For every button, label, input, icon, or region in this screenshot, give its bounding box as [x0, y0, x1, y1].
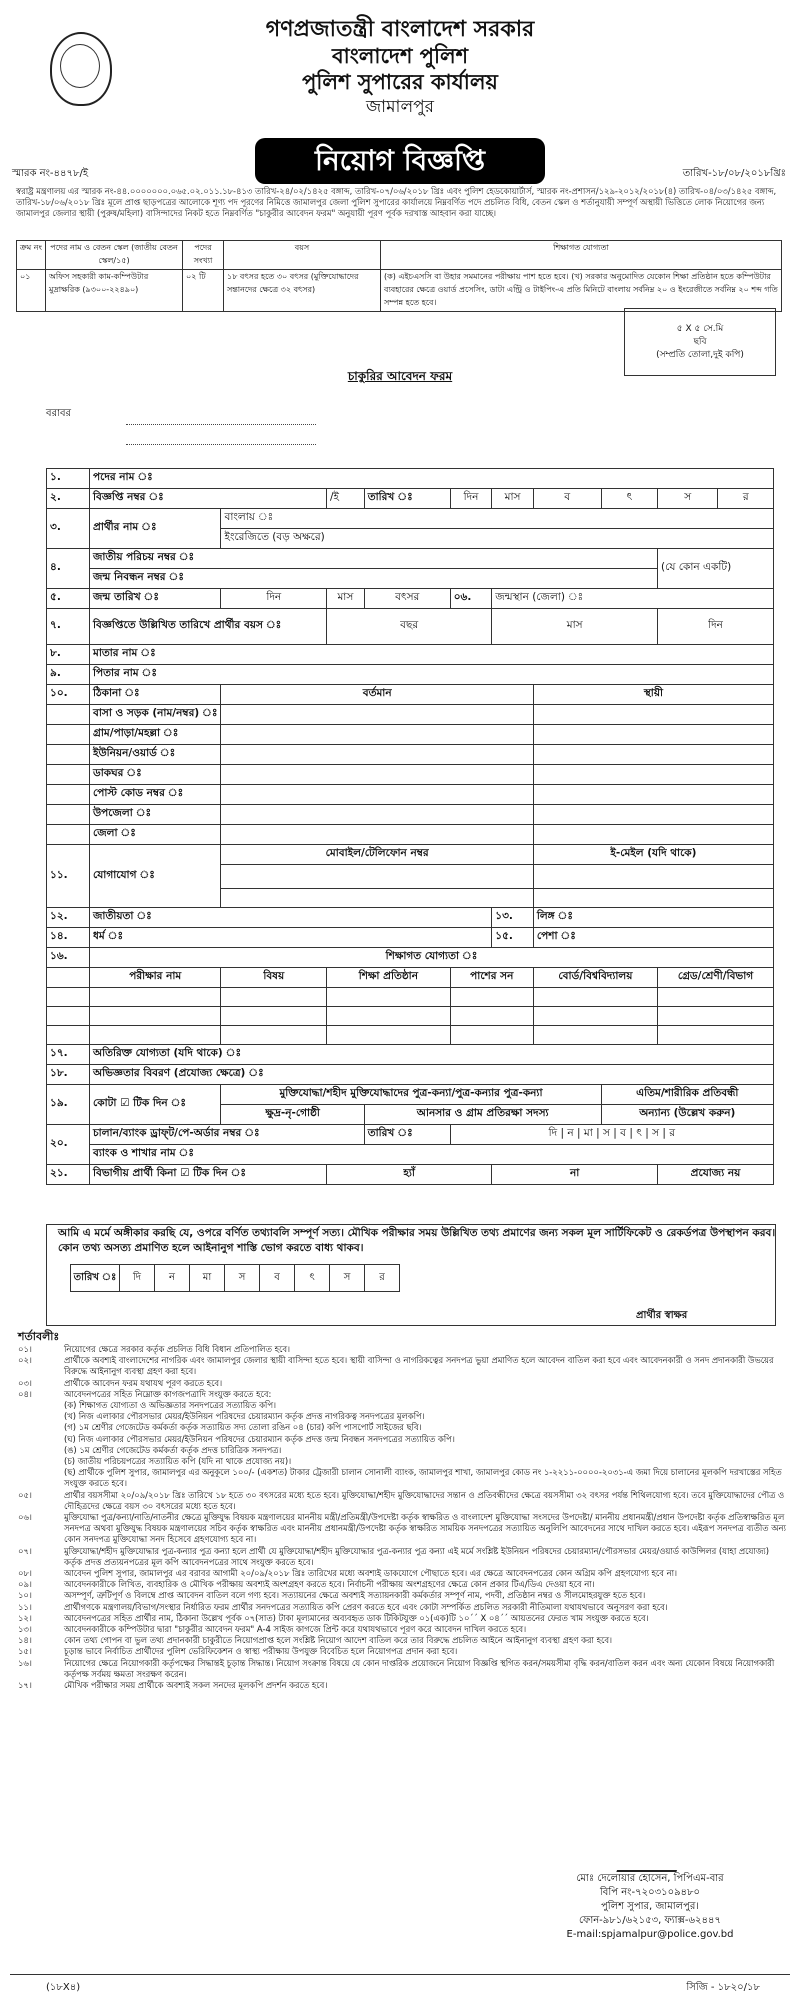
present-input[interactable] — [221, 765, 533, 785]
contact-label: যোগাযোগ ঃ — [90, 845, 221, 908]
edu-col: শিক্ষা প্রতিষ্ঠান — [327, 968, 451, 988]
edu-cell[interactable] — [90, 988, 221, 1007]
term-item — [18, 1434, 788, 1445]
edu-cell[interactable] — [327, 1026, 451, 1045]
terms-list — [18, 1344, 788, 1691]
term-item — [18, 1568, 788, 1579]
birth-reg-field[interactable]: জন্ম নিবন্ধন নম্বর ঃ — [90, 569, 658, 589]
any-one-note: (যে কোন একটি) — [658, 549, 774, 589]
term-text: প্রার্থীকে আবেদন ফরম যথাযথ পূরণ করতে হবে। — [64, 1377, 223, 1388]
address-line[interactable] — [126, 424, 316, 425]
term-item — [18, 1635, 788, 1646]
row-number: ১. — [47, 469, 90, 489]
term-item — [18, 1467, 788, 1489]
edu-cell[interactable] — [221, 1007, 327, 1026]
term-number — [18, 1422, 64, 1433]
declaration-date — [70, 1264, 400, 1292]
term-text: আবেদন পুলিশ সুপার, জামালপুর এর বরাবর আগামী ২০/০৯/২০১৮ খ্রিঃ তারিখের মধ্যে অবশ্যই ডাকযোগে পৌছাতে হবে। এর ক্ষেত্রে আবেদনপত্রের কোন অগ্রিম কপি গ্রহণযোগ্য হবে না। — [64, 1568, 678, 1579]
term-text: আবেদনকারীকে কম্পিউটার দ্বারা "চাকুরীর আবেদন ফরম" A-4 সাইজ কাগজে প্রিন্ট করে যথাযথভাবে পূরণ করে আবেদন দাখিল করতে হবে। — [64, 1624, 527, 1635]
date-cell: স — [603, 1127, 610, 1139]
row-number: ২০. — [47, 1125, 90, 1165]
date-cell: স — [652, 1127, 660, 1139]
term-text: আবেদনপত্রের সহিত নিম্নোক্ত কাগজপত্রাদি সংযুক্ত করতে হবে: — [64, 1388, 272, 1399]
term-number — [18, 1445, 64, 1456]
term-text: নিয়োগের ক্ষেত্রে নিয়োগকারী কর্তৃপক্ষের সিদ্ধান্তই চূড়ান্ত সিদ্ধান্ত। নিয়োগ সংক্রান্ত বিষয়ে যে কোন দাপ্তরিক প্রয়োজনে নিয়োগ বিজ্ঞপ্তি স্থগিত করন/সময়সীমা বৃদ্ধি করন/বাতিল করন এবং অন্য যেকোন বিষয়ে নিয়োগকারী কর্তৃপক্ষ সর্বময় ক্ষমতা সংরক্ষণ করেন। — [64, 1657, 775, 1679]
email-input[interactable] — [533, 889, 773, 908]
term-number: ১২। — [18, 1612, 32, 1623]
day-cell[interactable]: দিন — [450, 489, 492, 509]
present-input[interactable] — [221, 745, 533, 765]
vacancy-header-row — [17, 241, 782, 270]
term-number: ০২। — [18, 1355, 32, 1366]
nationality-field[interactable]: জাতীয়তা ঃ — [90, 908, 492, 928]
year-cell[interactable]: র — [718, 489, 774, 509]
permanent-input[interactable] — [533, 725, 773, 745]
address-row-label: ইউনিয়ন/ওয়ার্ড ঃ — [90, 745, 221, 765]
term-item — [18, 1546, 788, 1568]
application-form — [46, 468, 774, 1185]
edu-col: বিষয় — [221, 968, 327, 988]
vac-cell: (ক) এইচএসসি বা উহার সমমানের পরীক্ষায় পাশ হতে হবে। (খ) সরকার অনুমোদিত যেকোন শিক্ষা প্রতিষ্ঠান হতে কম্পিউটার ব্যবহারের ক্ষেত্রে ওয়ার্ড প্রসেসিং, ডাটা এন্ট্রি ও টাইপিং-এ প্রতি মিনিটে বাংলায় সর্বনিম্ন ২০ ও ইংরেজীতে সর্বনিম্ন ২০ শব্দ গতি সম্পন্ন হতে হবে। — [381, 270, 782, 312]
term-number: ০৪। — [18, 1388, 32, 1399]
row-number: ৩. — [47, 509, 90, 549]
edu-cell[interactable] — [450, 1026, 533, 1045]
term-number: ০৫। — [18, 1489, 32, 1500]
row-number: ২. — [47, 489, 90, 509]
address-row-label: উপজেলা ঃ — [90, 805, 221, 825]
term-number — [18, 1467, 64, 1489]
date-cell[interactable]: ব — [260, 1265, 295, 1292]
post-name-field[interactable]: পদের নাম ঃ — [90, 469, 774, 489]
edu-col: গ্রেড/শ্রেণী/বিভাগ — [658, 968, 774, 988]
term-item — [18, 1680, 788, 1691]
row-number: ১৩. — [492, 908, 534, 928]
term-number: ০৯। — [18, 1579, 32, 1590]
row-number: ১৬. — [47, 948, 90, 968]
permanent-input[interactable] — [533, 745, 773, 765]
term-text: প্রার্থীগণকে মন্ত্রণালয়/বিভাগ/সংস্থার নির্ধারিত ফরম প্রার্থীর সনদপত্রের সত্যায়িত কপি প্রেরণ করতে হবে এবং কোটা সম্পর্কিত প্রচলিত সরকারী নীতিমালা যথাযথভাবে অনুসরণ করা হবে। — [64, 1601, 668, 1612]
row-number: ৮. — [47, 645, 90, 665]
present-input[interactable] — [221, 825, 533, 845]
year-cell[interactable]: স — [658, 489, 718, 509]
row-number: ০৬. — [450, 589, 492, 609]
header — [10, 8, 790, 138]
term-number: ১৬। — [18, 1657, 32, 1668]
edu-cell[interactable] — [450, 988, 533, 1007]
signatory-name: মোঃ দেলোয়ার হোসেন, পিপিএম-বার — [576, 1873, 724, 1884]
term-item — [18, 1658, 788, 1680]
mobile-input[interactable] — [221, 865, 533, 889]
term-number: ১৪। — [18, 1635, 32, 1646]
extra-qualification-field[interactable]: অতিরিক্ত যোগ্যতা (যদি থাকে) ঃ — [90, 1045, 774, 1065]
circular-number-field[interactable]: বিজ্ঞপ্তি নম্বর ঃ — [90, 489, 327, 509]
address-line[interactable] — [126, 444, 316, 445]
address-row-label: ডাকঘর ঃ — [90, 765, 221, 785]
dob-day[interactable]: দিন — [221, 589, 327, 609]
term-text: (ছ) প্রার্থীকে পুলিশ সুপার, জামালপুর এর অনুকূলে ১০০/- (একশত) টাকার ট্রেজারী চালান সোনালী ব্যাংক, জামালপুর শাখা, জামালপুর কোড নং ১-২২১১-০০০০-২০৩১-এ জমা দিয়ে চালানের মূলকপি দরখাস্তের সহিত সংযুক্ত করতে হবে। — [64, 1467, 782, 1489]
terms-title: শর্তাবলীঃ — [18, 1330, 60, 1343]
term-item — [18, 1456, 788, 1467]
experience-field[interactable]: অভিজ্ঞতার বিবরণ (প্রযোজ্য ক্ষেত্রে) ঃ — [90, 1065, 774, 1085]
challan-field[interactable]: চালান/ব্যাংক ড্রাফ্‌ট/পে-অর্ডার নম্বর ঃ — [90, 1125, 365, 1145]
date-cell: ৎ — [636, 1127, 642, 1139]
edu-col: পরীক্ষার নাম — [90, 968, 221, 988]
term-number: ১৩। — [18, 1624, 32, 1635]
challan-date-label: তারিখ ঃ — [364, 1125, 450, 1145]
term-number: ১০। — [18, 1590, 32, 1601]
page — [10, 8, 790, 1992]
term-number: ০৩। — [18, 1377, 32, 1388]
term-text: মৌখিক পরীক্ষার সময় প্রার্থীকে অবশ্যই সকল সনদের মূলকপি প্রদর্শন করতে হবে। — [64, 1680, 328, 1691]
quota-label: কোটা ☑ টিক দিন ঃ — [90, 1085, 221, 1125]
term-text: চূড়ান্ত ভাবে নির্বাচিত প্রার্থীদের পুলিশ ভেরিফিকেশন ও স্বাস্থ্য পরীক্ষায় উপযুক্ত বিবেচিত হলে নিয়োগপত্র প্রদান করা হবে। — [64, 1646, 458, 1657]
term-number: ১৫। — [18, 1646, 32, 1657]
signatory-email: E-mail:spjamalpur@police.gov.bd — [566, 1929, 734, 1940]
bank-branch-field[interactable]: ব্যাংক ও শাখার নাম ঃ — [90, 1145, 774, 1165]
present-input[interactable] — [221, 725, 533, 745]
date-cell: ব — [620, 1127, 627, 1139]
date-cell[interactable]: স — [330, 1265, 365, 1292]
term-item — [18, 1579, 788, 1590]
term-number — [18, 1411, 64, 1422]
dob-year[interactable]: বৎসর — [364, 589, 450, 609]
term-number: ০৬। — [18, 1512, 32, 1523]
date-cell[interactable]: ন — [155, 1265, 190, 1292]
term-text: মুক্তিযোদ্ধা পুত্র/কন্যা/নাতি/নাতনীর ক্ষেত্রে মুক্তিযুদ্ধ বিষয়ক মন্ত্রণালয়ের মাননীয় মন্ত্রী/প্রতিমন্ত্রী/উপদেষ্টা কর্তৃক স্বাক্ষরিত ও বাংলাদেশ মুক্তিযোদ্ধা সংসদের উপদেষ্টা/ মাননীয় প্রধানমন্ত্রী/প্রধান উপদেষ্টা কর্তৃক প্রতিস্বাক্ষরিত মূল সনদপত্র অথবা মুক্তিযুদ্ধ বিষয়ক মন্ত্রণালয়ের সচিব কর্তৃক স্বাক্ষরিত এবং মাননীয় প্রধানমন্ত্রী/উপদেষ্টা কর্তৃক স্বাক্ষরিত সাময়িক সনদপত্রের সত্যায়িত অনুলিপি আবেদনের সাথে দাখিল করতে হবে। এইরূপ সনদপত্র ব্যতীত অন্য কোন সনদপত্র মুক্তিযোদ্ধা সনদ হিসেবে গ্রহণযোগ্য হবে না। — [64, 1512, 786, 1545]
date-cell: দি — [548, 1127, 558, 1139]
month-cell[interactable]: মাস — [492, 489, 534, 509]
date-cell[interactable]: মা — [190, 1265, 225, 1292]
edu-cell[interactable] — [90, 1026, 221, 1045]
vac-col: ক্রম নং — [17, 241, 46, 270]
row-number: ১৫. — [492, 928, 534, 948]
term-item — [18, 1411, 788, 1422]
option-na[interactable]: প্রযোজ্য নয় — [658, 1165, 774, 1185]
present-input[interactable] — [221, 805, 533, 825]
row-number: ৪. — [47, 549, 90, 589]
edu-cell[interactable] — [658, 988, 774, 1007]
edu-cell[interactable] — [533, 1026, 657, 1045]
edu-cell[interactable] — [533, 988, 657, 1007]
name-english-field[interactable]: ইংরেজিতে (বড় অক্ষরে) — [221, 529, 774, 549]
gender-field[interactable]: লিঙ্গ ঃ — [533, 908, 773, 928]
term-number — [18, 1456, 64, 1467]
applicant-signature-label: প্রার্থীর স্বাক্ষর — [636, 1310, 688, 1321]
present-address-header: বর্তমান — [221, 685, 533, 705]
term-item — [18, 1445, 788, 1456]
departmental-label: বিভাগীয় প্রার্থী কিনা ☑ টিক দিন ঃ — [90, 1165, 327, 1185]
term-text: অসম্পূর্ণ, ত্রুটিপূর্ণ ও বিলম্বে প্রাপ্ত আবেদন বাতিল বলে গণ্য হবে। সত্যায়নের ক্ষেত্রে অবশ্যই সত্যায়নকারী কর্মকর্তার সম্পূর্ণ নাম, পদবী, প্রতিষ্ঠান নম্বর ও সীলমোহরযুক্ত হতে হবে। — [64, 1590, 646, 1601]
form-title: চাকুরির আবেদন ফরম — [347, 369, 453, 383]
term-text: (গ) ১ম শ্রেণীর গেজেটেড কর্মকর্তা কর্তৃক সত্যায়িত সদ্য তোলা রঙিন ০৪ (চার) কপি পাসপোর্ট সাইজের ছবি। — [64, 1422, 422, 1433]
vac-cell: অফিস সহকারী কাম-কম্পিউটার মুদ্রাক্ষরিক (৯৩০০-২২৪৯০) — [46, 270, 183, 312]
vac-col: শিক্ষাগত যোগ্যতা — [381, 241, 782, 270]
notice-date: তারিখ-১৮/০৮/২০১৮খ্রিঃ — [682, 168, 786, 179]
edu-cell[interactable] — [533, 1007, 657, 1026]
permanent-input[interactable] — [533, 825, 773, 845]
term-number — [18, 1434, 64, 1445]
term-text: প্রার্থীর বয়সসীমা ২০/০৯/২০১৮ খ্রিঃ তারিখে ১৮ হতে ৩০ বৎসরের মধ্যে হতে হবে। মুক্তিযোদ্ধা/শহীদ মুক্তিযোদ্ধাদের সন্তান ও প্রতিবন্ধীদের ক্ষেত্রে বয়সসীমা ৩২ বৎসর পর্যন্ত শিথিলযোগ্য হবে। তবে মুক্তিযোদ্ধাদের পৌত্র ও দৌহিত্রদের ক্ষেত্রে বয়স ৩০ বৎসরের মধ্যে হতে হবে। — [64, 1489, 785, 1511]
address-row-label: গ্রাম/পাড়া/মহল্লা ঃ — [90, 725, 221, 745]
term-item — [18, 1602, 788, 1613]
row-number: ১০. — [47, 685, 90, 705]
term-number — [18, 1400, 64, 1411]
vacancy-row — [17, 270, 782, 312]
term-item — [18, 1624, 788, 1635]
email-input[interactable] — [533, 865, 773, 889]
term-text: (ঙ) ১ম শ্রেণীর গেজেটেড কর্মকর্তা কর্তৃক প্রদত্ত চারিত্রিক সনদপত্র। — [64, 1444, 282, 1455]
row-number: ১৮. — [47, 1065, 90, 1085]
memo-number: স্মারক নং-৪৪৭৮/ই — [12, 168, 89, 179]
circular-date-label: তারিখ ঃ — [364, 489, 450, 509]
vac-col: পদের নাম ও বেতন স্কেল (জাতীয় বেতন স্কেল/১৫) — [46, 241, 183, 270]
row-number: ১৯. — [47, 1085, 90, 1125]
date-cell: র — [669, 1127, 676, 1139]
option-yes[interactable]: হ্যাঁ — [327, 1165, 492, 1185]
term-item — [18, 1512, 788, 1546]
mother-name-field[interactable]: মাতার নাম ঃ — [90, 645, 774, 665]
row-number: ২১. — [47, 1165, 90, 1185]
year-cell[interactable]: ব — [533, 489, 601, 509]
quota-other[interactable]: অন্যান্য (উল্লেখ করুন) — [601, 1105, 773, 1125]
religion-field[interactable]: ধর্ম ঃ — [90, 928, 492, 948]
footer-size: (১৮X৪) — [46, 1982, 81, 1993]
dob-label: জন্ম তারিখ ঃ — [90, 589, 221, 609]
edu-col: পাশের সন — [450, 968, 533, 988]
email-header: ই-মেইল (যদি থাকে) — [533, 845, 773, 865]
row-number: ৭. — [47, 609, 90, 645]
age-years[interactable]: বছর — [327, 609, 492, 645]
vac-col: পদের সংখ্যা — [183, 241, 224, 270]
row-number: ১২. — [47, 908, 90, 928]
district-title: জামালপুর — [365, 97, 435, 117]
term-text: নিয়োগের ক্ষেত্রে সরকার কর্তৃক প্রচলিত বিধি বিধান প্রতিপালিত হবে। — [64, 1344, 291, 1354]
term-number: ১১। — [18, 1601, 32, 1612]
mobile-header: মোবাইল/টেলিফোন নম্বর — [221, 845, 533, 865]
footer-divider — [10, 1974, 790, 1975]
row-number: ১৪. — [47, 928, 90, 948]
vac-col: বয়স — [224, 241, 381, 270]
term-text: আবেদনপত্রের সহিত প্রার্থীর নাম, ঠিকানা উল্লেখ পূর্বক ০৭(সাত) টাকা মূল্যমানের অব্যবহৃত ডাক টিকিটযুক্ত ০১(এক)টি ১০´´ X ০৪´´ আয়তনের ফেরত খাম সংযুক্ত করতে হবে। — [64, 1612, 649, 1623]
term-item — [18, 1400, 788, 1411]
term-number: ০১। — [18, 1344, 32, 1354]
challan-date-cells[interactable]: দি | ন | মা | স | ব | ৎ | স | র — [450, 1125, 773, 1145]
applicant-name-label: প্রার্থীর নাম ঃ — [90, 509, 221, 549]
birthplace-field[interactable]: জন্মস্থান (জেলা) ঃ — [492, 589, 774, 609]
edu-cell[interactable] — [327, 988, 451, 1007]
term-number: ০৮। — [18, 1568, 32, 1579]
edu-col: বোর্ড/বিশ্ববিদ্যালয় — [533, 968, 657, 988]
address-row-label: জেলা ঃ — [90, 825, 221, 845]
decl-date-label: তারিখ ঃ — [71, 1265, 120, 1292]
age-label: বিজ্ঞপ্তিতে উল্লিখিত তারিখে প্রার্থীর বয়স ঃ — [90, 609, 327, 645]
vac-cell: ১৮ বৎসর হতে ৩০ বৎসর (মুক্তিযোদ্ধাদের সন্তানদের ক্ষেত্রে ৩২ বৎসর) — [224, 270, 381, 312]
edu-cell[interactable] — [90, 1007, 221, 1026]
term-item — [18, 1590, 788, 1601]
footer-code: সিজি - ১৮২০/১৮ — [686, 1982, 760, 1993]
row-number: ৫. — [47, 589, 90, 609]
term-text: আবেদনকারীকে লিখিত, ব্যবহারিক ও মৌখিক পরীক্ষায় অবশ্যই অংশগ্রহণ করতে হবে। নির্বাচনী পরীক্ষায় অংশগ্রহণের ক্ষেত্রে কোন প্রকার টিএ/ডিএ দেওয়া হবে না। — [64, 1579, 595, 1590]
term-item — [18, 1490, 788, 1512]
year-cell[interactable]: ৎ — [601, 489, 658, 509]
term-item — [18, 1389, 788, 1400]
term-text: (খ) নিজ এলাকার পৌরসভার মেয়র/ইউনিয়ন পরিষদের চেয়ারম্যান কর্তৃক প্রদত্ত নাগরিকত্ব সনদপত্রের মূলকপি। — [64, 1411, 425, 1422]
permanent-input[interactable] — [533, 765, 773, 785]
term-text: কোন তথ্য গোপন বা ভুল তথ্য প্রদানকারী চাকুরীতে নিয়োগপ্রাপ্ত হলে সংশ্লিষ্ট নিয়োগ আদেশ বাতিল করে তার বিরুদ্ধে প্রচলিত আইনে আইনানুগ ব্যবস্থা গ্রহণ করা হবে। — [64, 1635, 613, 1646]
signatory-phone: ফোন-৯৮১/৬২১৫৩, ফ্যাক্স-৬২৪৪৭ — [578, 1915, 722, 1926]
quota-ansar[interactable]: আনসার ও গ্রাম প্রতিরক্ষা সদস্য — [364, 1105, 601, 1125]
photo-label: ছবি — [693, 337, 707, 347]
name-bangla-field[interactable]: বাংলায় ঃ — [221, 509, 774, 529]
term-text: (চ) জাতীয় পরিচয়পত্রের সত্যায়িত কপি (যদি না থাকে প্রযোজ্য নয়)। — [64, 1456, 292, 1467]
present-input[interactable] — [221, 705, 533, 725]
row-number: ১৭. — [47, 1045, 90, 1065]
term-item — [18, 1646, 788, 1657]
signatory-title: পুলিশ সুপার, জামালপুর। — [601, 1901, 699, 1912]
notice-banner: নিয়োগ বিজ্ঞপ্তি — [255, 138, 545, 184]
circular-suffix: /ই — [327, 489, 365, 509]
edu-cell[interactable] — [221, 988, 327, 1007]
age-days[interactable]: দিন — [658, 609, 774, 645]
vacancy-table — [16, 240, 782, 312]
date-cell[interactable]: স — [225, 1265, 260, 1292]
date-cell[interactable]: ৎ — [295, 1265, 330, 1292]
age-months[interactable]: মাস — [492, 609, 658, 645]
edu-cell[interactable] — [658, 1007, 774, 1026]
quota-orphan-disabled[interactable]: এতিম/শারীরিক প্রতিবন্ধী — [601, 1085, 773, 1105]
term-item — [18, 1378, 788, 1389]
declaration-text: আমি এ মর্মে অঙ্গীকার করছি যে, ওপরে বর্ণিত তথ্যাবলি সম্পূর্ণ সত্য। মৌখিক পরীক্ষার সময় উল্লিখিত তথ্য প্রমাণের জন্য সকল মূল সার্টিফিকেট ও রেকর্ডপত্র উপস্থাপন করব। কোন তথ্য অসত্য প্রমাণিত হলে আইনানুগ শাস্তি ভোগ করতে বাধ্য থাকব। — [58, 1227, 776, 1254]
edu-cell[interactable] — [327, 1007, 451, 1026]
date-cell: ন — [567, 1127, 574, 1139]
address-row-label: বাসা ও সড়ক (নাম/নম্বর) ঃ — [90, 705, 221, 725]
address-row-label: পোস্ট কোড নম্বর ঃ — [90, 785, 221, 805]
nid-field[interactable]: জাতীয় পরিচয় নম্বর ঃ — [90, 549, 658, 569]
term-number: ০৭। — [18, 1545, 32, 1556]
police-title: বাংলাদেশ পুলিশ — [331, 44, 469, 68]
date-cell[interactable]: দি — [120, 1265, 155, 1292]
addressee: বরাবর — [46, 408, 72, 419]
row-number: ৯. — [47, 665, 90, 685]
term-item — [18, 1355, 788, 1377]
dob-month[interactable]: মাস — [327, 589, 365, 609]
date-cell[interactable]: র — [365, 1265, 400, 1292]
term-text: মুক্তিযোদ্ধা/শহীদ মুক্তিযোদ্ধার পুত্র-কন্যার পুত্র কন্যা হলে প্রার্থী যে মুক্তিযোদ্ধা/শহীদ মুক্তিযোদ্ধার পুত্র-কন্যার পুত্র কন্যা এই মর্মে সংশ্লিষ্ট ইউনিয়ন পরিষদের চেয়ারম্যান/পৌরসভার মেয়র/ওয়ার্ড কাউন্সিলর (যাহা প্রযোজ্য) কর্তৃক প্রদত্ত প্রত্যয়নপত্রের মূল কপি আবেদনপত্রের সাথে সংযুক্ত করতে হবে। — [64, 1545, 769, 1567]
term-item — [18, 1613, 788, 1624]
permanent-input[interactable] — [533, 705, 773, 725]
photo-note: (সম্প্রতি তোলা,দুই কপি) — [656, 350, 744, 360]
quota-ethnic[interactable]: ক্ষুদ্র-নৃ-গোষ্ঠী — [221, 1105, 364, 1125]
signature-icon — [616, 1852, 683, 1872]
option-no[interactable]: না — [492, 1165, 658, 1185]
permanent-input[interactable] — [533, 805, 773, 825]
gov-title: গণপ্রজাতন্ত্রী বাংলাদেশ সরকার — [265, 17, 535, 42]
term-item — [18, 1422, 788, 1433]
mobile-input[interactable] — [221, 889, 533, 908]
photo-size: ৫ X ৫ সে.মি — [676, 324, 724, 334]
term-text: প্রার্থীকে অবশ্যই বাংলাদেশের নাগরিক এবং জামালপুর জেলার স্থায়ী বাসিন্দা হতে হবে। স্থায়ী বাসিন্দা ও নাগরিকত্বের সনদপত্র ভুয়া প্রমাণিত হলে আবেদন বাতিল করা হবে এবং আবেদনকারী ও সনদ প্রদানকারী উভয়ের বিরুদ্ধে আইনানুগ ব্যবস্থা গ্রহণ করা হবে। — [64, 1355, 774, 1377]
quota-freedom-fighter[interactable]: মুক্তিযোদ্ধা/শহীদ মুক্তিযোদ্ধাদের পুত্র-কন্যা/পুত্র-কন্যার পুত্র-কন্যা — [221, 1085, 601, 1105]
edu-cell[interactable] — [221, 1026, 327, 1045]
address-label: ঠিকানা ঃ — [90, 685, 221, 705]
signatory-bp: বিপি নং-৭২০৩১০৯৪৮০ — [599, 1887, 701, 1898]
vac-cell: ০১ — [17, 270, 46, 312]
present-input[interactable] — [221, 785, 533, 805]
term-number: ১৭। — [18, 1680, 32, 1691]
term-item — [18, 1344, 788, 1355]
permanent-address-header: স্থায়ী — [533, 685, 773, 705]
edu-cell[interactable] — [658, 1026, 774, 1045]
row-number: ১১. — [47, 845, 90, 908]
signatory-block — [530, 1852, 770, 1942]
office-title: পুলিশ সুপারের কার্যালয় — [302, 70, 498, 94]
intro-paragraph: স্বরাষ্ট্র মন্ত্রণালয় এর স্মারক নং-৪৪.০০০০০০০.০৬৫.০২.০১১.১৮-৪১৩ তারিখ-২৪/০২/১৪২৫ বঙ্গাব্দ, তারিখ-০৭/০৬/২০১৮ খ্রিঃ এবং পুলিশ হেডকোয়ার্টার্স, স্মারক নং-প্রশাসন/১২৯-২০১২/২০১৮(৪) তারিখ-০৪/০৩/১৪২৫ বঙ্গাব্দ, তারিখ-১৮/০৬/২০১৮ খ্রিঃ মূলে প্রাপ্ত ছাড়পত্রের আলোকে শূণ্য পদ পূরণের নিমিত্তে জামালপুর জেলা পুলিশ সুপারের কার্যালয়ে নিম্নবর্ণিত পদে প্রচলিত বিধি, বেতন স্কেল ও শর্তানুযায়ী সম্পূর্ণ অস্থায়ী ভিত্তিতে লোক নিয়োগের জন্য জামালপুর জেলার স্থায়ী (পুরুষ/মহিলা) বাসিন্দাদের নিকট হতে নিম্নবর্ণিত "চাকুরীর আবেদন ফরম" অনুযায়ী পূরণ পূর্বক দরখাস্ত আহবান করা যাচ্ছে। — [16, 186, 777, 218]
education-header: শিক্ষাগত যোগ্যতা ঃ — [90, 948, 774, 968]
permanent-input[interactable] — [533, 785, 773, 805]
photo-box — [624, 308, 776, 376]
term-text: (ক) শিক্ষাগত যোগ্যতা ও অভিজ্ঞতার সনদপত্রের সত্যায়িত কপি। — [64, 1400, 277, 1411]
occupation-field[interactable]: পেশা ঃ — [533, 928, 773, 948]
date-cell: মা — [583, 1127, 593, 1139]
vac-cell: ০২ টি — [183, 270, 224, 312]
edu-cell[interactable] — [450, 1007, 533, 1026]
father-name-field[interactable]: পিতার নাম ঃ — [90, 665, 774, 685]
term-text: (ঘ) নিজ এলাকার পৌরসভার মেয়র/ইউনিয়ন পরিষদের চেয়ারম্যান কর্তৃক প্রদত্ত জন্ম নিবন্ধন সনদপত্রের সত্যায়িত কপি। — [64, 1433, 455, 1444]
